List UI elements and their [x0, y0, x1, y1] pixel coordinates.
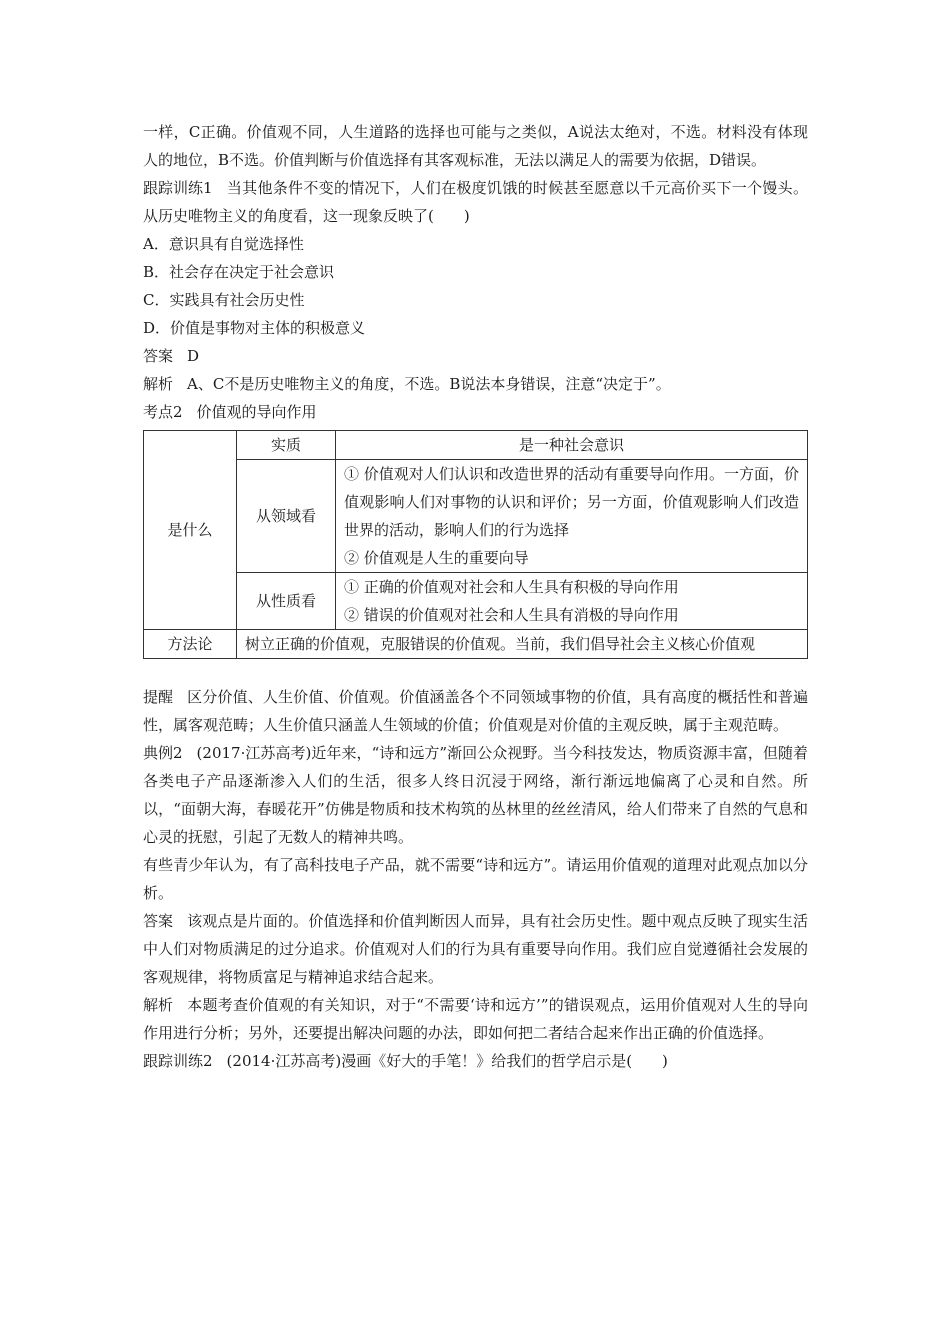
example-2-question: 有些青少年认为，有了高科技电子产品，就不需要“诗和远方”。请运用价值观的道理对此观点加以分析。 — [143, 856, 808, 902]
table-row — [144, 630, 808, 659]
reminder-paragraph — [143, 683, 808, 739]
domain-content-cell — [336, 460, 808, 573]
domain-line-1: ① 价值观对人们认识和改造世界的活动有重要导向作用。一方面，价值观影响人们对事物的认识和评价；另一方面，价值观影响人们改造世界的活动，影响人们的行为选择 — [344, 465, 799, 539]
practice-2-question — [143, 1047, 808, 1075]
analysis-label: 解析 — [143, 375, 174, 393]
answer-label: 答案 — [143, 347, 174, 365]
answer-label: 答案 — [143, 912, 174, 930]
example-2-answer — [143, 907, 808, 991]
kaodian-label: 考点2 — [143, 403, 183, 421]
domain-line-2: ② 价值观是人生的重要向导 — [344, 549, 529, 567]
method-label-cell: 方法论 — [144, 630, 237, 659]
practice-1-option-a: A．意识具有自觉选择性 — [143, 235, 304, 253]
table-row — [144, 573, 808, 630]
method-content-cell: 树立正确的价值观，克服错误的价值观。当前，我们倡导社会主义核心价值观 — [237, 630, 808, 659]
spacer — [143, 665, 808, 683]
answer-text: 该观点是片面的。价值选择和价值判断因人而异，具有社会历史性。题中观点反映了现实生活中人们对物质满足的过分追求。价值观对人们的行为具有重要导向作用。我们应自觉遵循社会发展的客观规律，将物质富足与精神追求结合起来。 — [143, 912, 808, 986]
analysis-text: 本题考查价值观的有关知识，对于“不需要‘诗和远方’”的错误观点，运用价值观对人生的导向作用进行分析；另外，还要提出解决问题的办法，即如何把二者结合起来作出正确的价值选择。 — [143, 996, 808, 1042]
reminder-text: 区分价值、人生价值、价值观。价值涵盖各个不同领域事物的价值，具有高度的概括性和普遍性，属客观范畴；人生价值只涵盖人生领域的价值；价值观是对价值的主观反映，属于主观范畴。 — [143, 688, 808, 734]
table-row — [144, 460, 808, 573]
domain-label-cell: 从领域看 — [237, 460, 336, 573]
nature-label-cell: 从性质看 — [237, 573, 336, 630]
analysis-label: 解析 — [143, 996, 174, 1014]
nature-line-1: ① 正确的价值观对社会和人生具有积极的导向作用 — [344, 578, 679, 596]
analysis-text: A、C不是历史唯物主义的角度，不选。B说法本身错误，注意“决定于”。 — [187, 375, 671, 393]
practice-1-option-c: C．实践具有社会历史性 — [143, 291, 305, 309]
kaodian-heading — [143, 398, 808, 426]
essence-value-cell: 是一种社会意识 — [336, 431, 808, 460]
example-2-label: 典例2 — [143, 744, 183, 762]
practice-1-analysis — [143, 370, 808, 398]
what-is-cell: 是什么 — [144, 431, 237, 630]
practice-2-text: (2014·江苏高考)漫画《好大的手笔！》给我们的哲学启示是( ) — [226, 1052, 668, 1070]
essence-label-cell: 实质 — [237, 431, 336, 460]
nature-content-cell — [336, 573, 808, 630]
table-row — [144, 431, 808, 460]
practice-1-option-b: B．社会存在决定于社会意识 — [143, 263, 335, 281]
practice-1-question — [143, 174, 808, 230]
practice-1-text: 当其他条件不变的情况下，人们在极度饥饿的时候甚至愿意以千元高价买下一个馒头。从历史唯物主义的角度看，这一现象反映了( ) — [143, 179, 808, 225]
practice-1-option-d: D．价值是事物对主体的积极意义 — [143, 319, 366, 337]
example-2-analysis — [143, 991, 808, 1047]
reminder-label: 提醒 — [143, 688, 174, 706]
page-content — [143, 118, 808, 1075]
nature-line-2: ② 错误的价值观对社会和人生具有消极的导向作用 — [344, 606, 679, 624]
previous-analysis-continuation: 一样，C正确。价值观不同，人生道路的选择也可能与之类似，A说法太绝对，不选。材料没有体现人的地位，B不选。价值判断与价值选择有其客观标准，无法以满足人的需要为依据，D错误。 — [143, 123, 808, 169]
practice-1-answer — [143, 342, 808, 370]
example-2-paragraph — [143, 739, 808, 851]
practice-1-label: 跟踪训练1 — [143, 179, 213, 197]
practice-2-label: 跟踪训练2 — [143, 1052, 213, 1070]
knowledge-table — [143, 430, 808, 659]
example-2-text: (2017·江苏高考)近年来，“诗和远方”渐回公众视野。当今科技发达，物质资源丰富，但随着各类电子产品逐渐渗入人们的生活，很多人终日沉浸于网络，渐行渐远地偏离了心灵和自然。所以，“面朝大海，春暖花开”仿佛是物质和技术构筑的丛林里的丝丝清风，给人们带来了自然的气息和心灵的抚慰，引起了无数人的精神共鸣。 — [143, 744, 808, 846]
answer-value: D — [187, 347, 200, 365]
kaodian-title: 价值观的导向作用 — [196, 403, 317, 421]
